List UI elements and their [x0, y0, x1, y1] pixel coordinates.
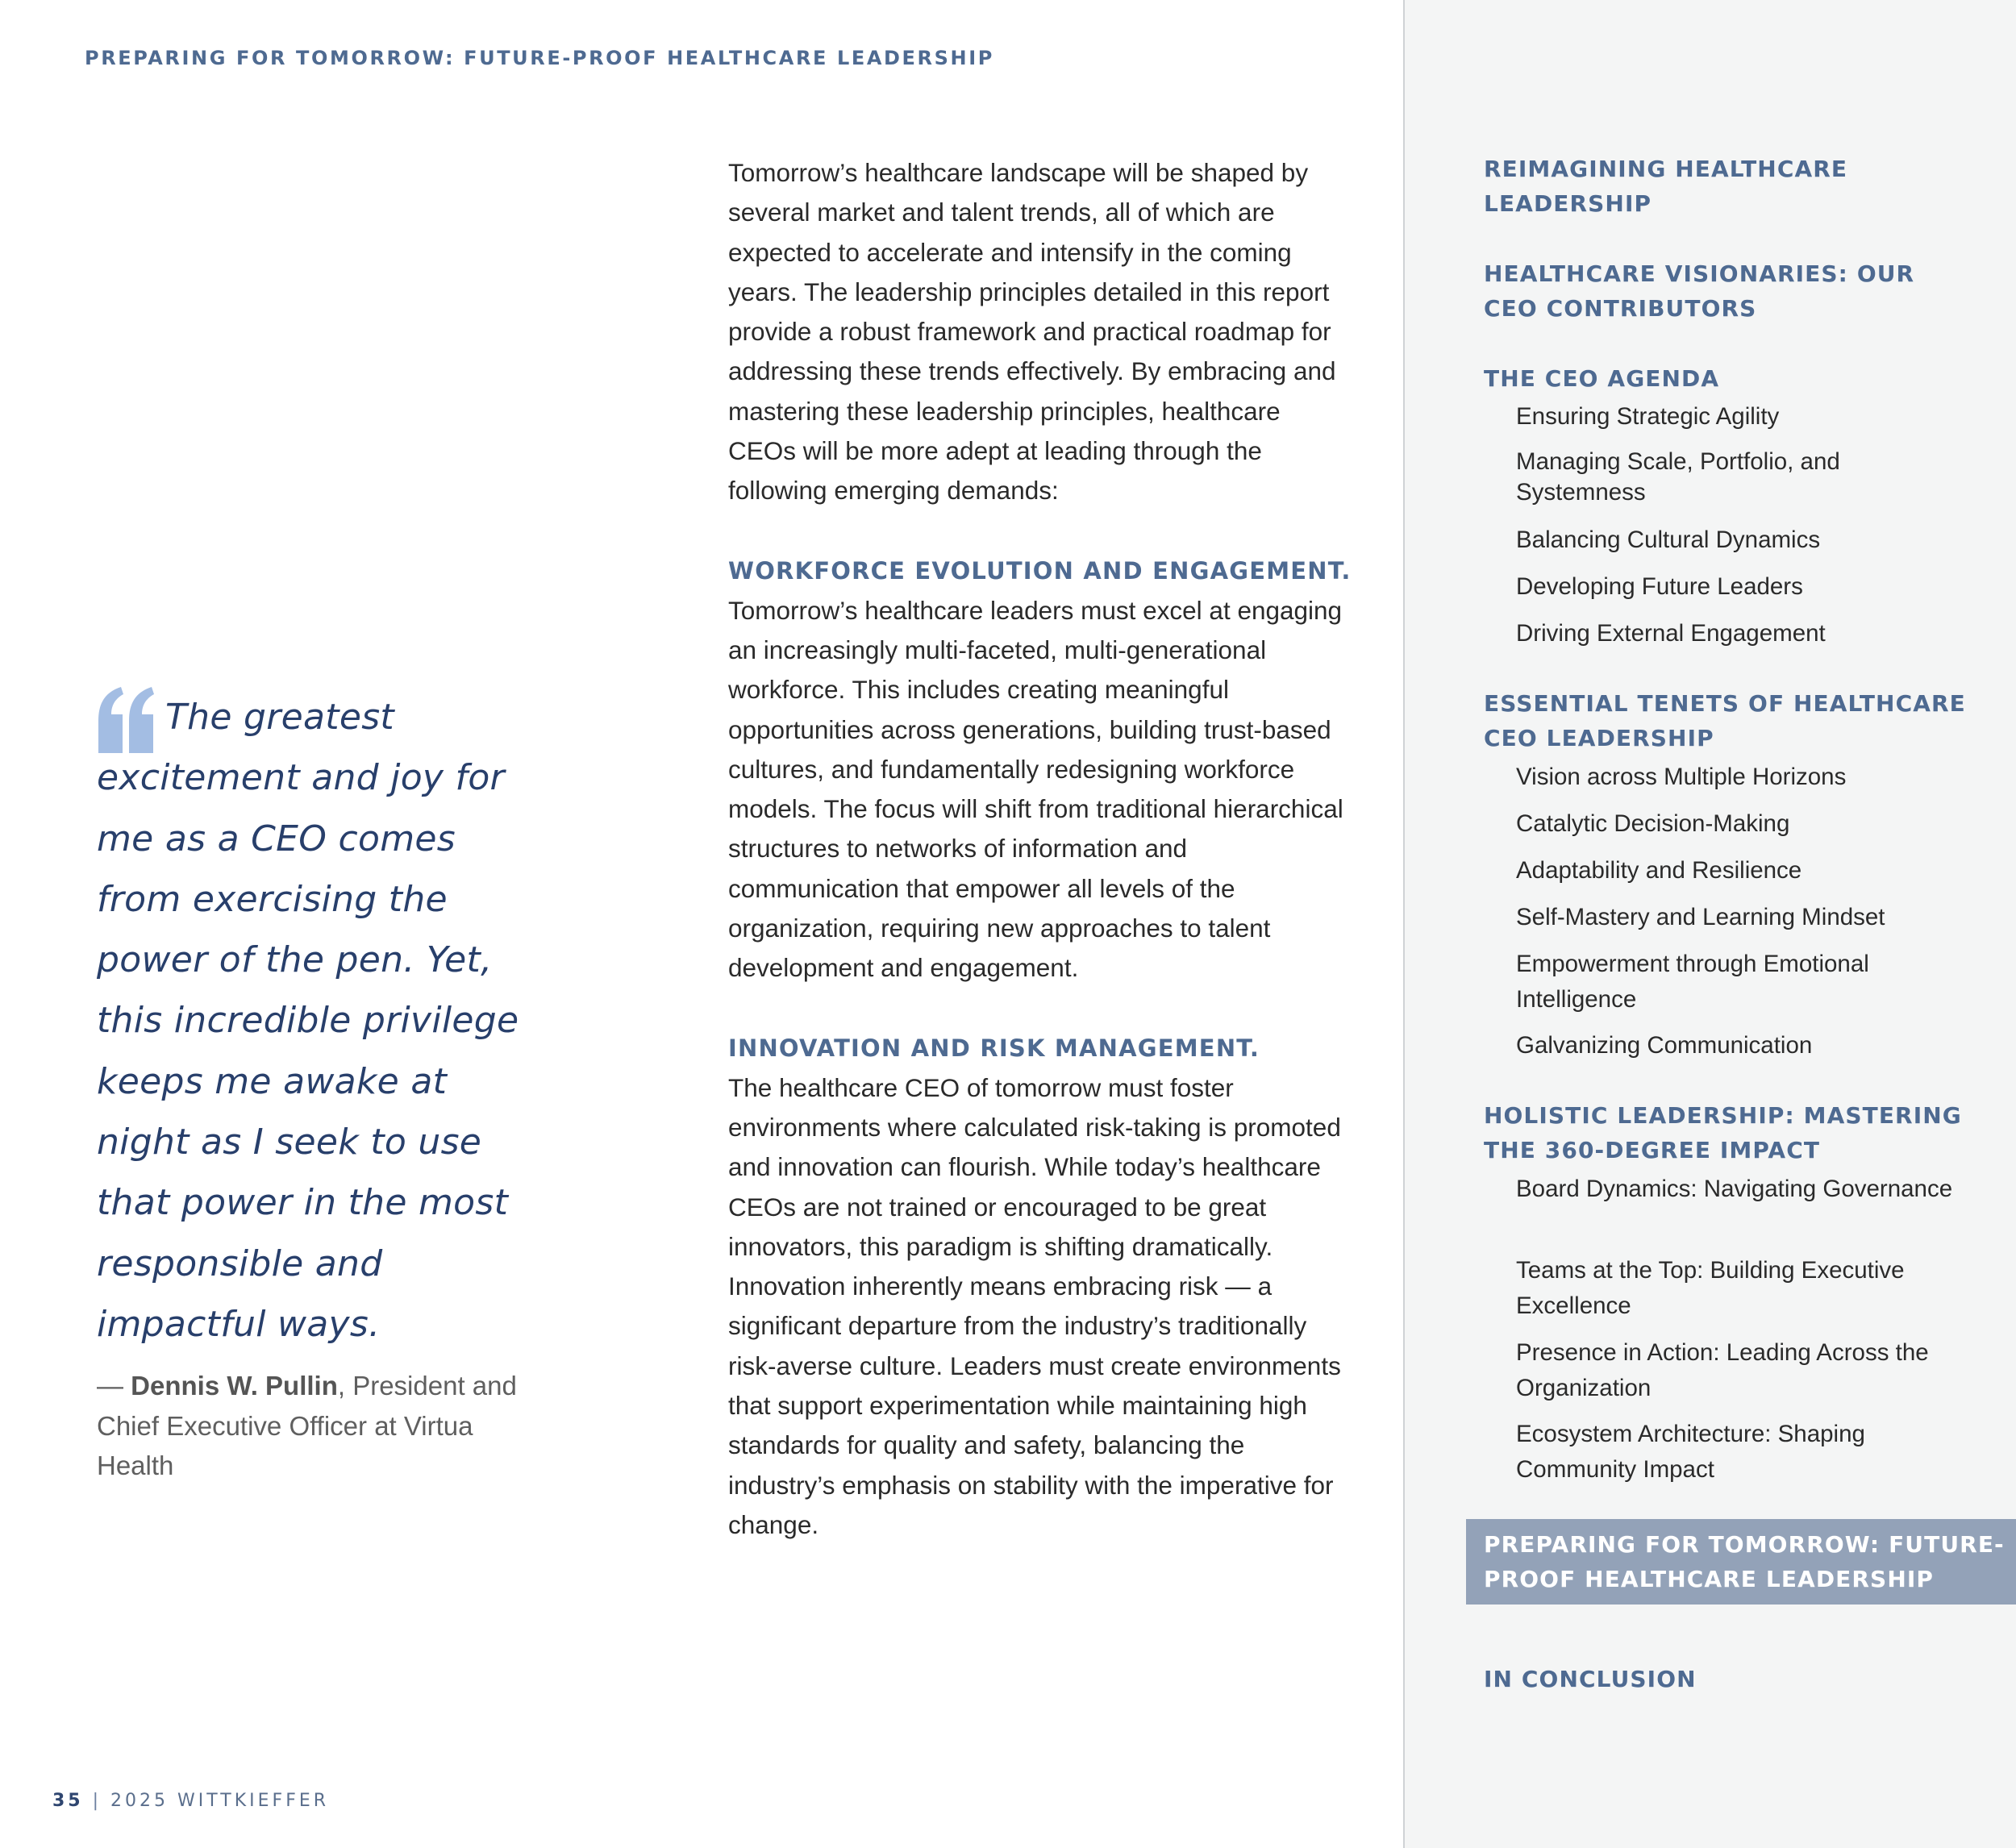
- quote-attribution: [97, 1366, 548, 1486]
- page-number: 35: [52, 1791, 84, 1811]
- section-text-innovation: The healthcare CEO of tomorrow must foster environments where calculated risk-taking is promoted and innovation can flourish. While today’s healthcare CEOs are not trained or encouraged to be great innovators, this paradigm is shifting dramatically. Innovation inherently means embracing risk — a significant departure from the industry’s traditionally risk-averse culture. Leaders must create environments that support experimentation while maintaining high standards for quality and safety, balancing the industry’s emphasis on stability with the imperative for change.: [728, 1072, 1341, 1539]
- toc-item-adaptability[interactable]: Adaptability and Resilience: [1516, 857, 1802, 884]
- quote-mark-icon: [97, 687, 155, 753]
- body-column: [728, 153, 1352, 1545]
- toc-item-strategic-agility[interactable]: Ensuring Strategic Agility: [1516, 403, 1780, 430]
- toc-section-essential-tenets[interactable]: ESSENTIAL TENETS OF HEALTHCARE CEO LEADERSHIP: [1484, 690, 1966, 751]
- toc-section-conclusion[interactable]: IN CONCLUSION: [1484, 1666, 1697, 1692]
- toc-item-external-engagement[interactable]: Driving External Engagement: [1516, 620, 1826, 647]
- toc-sidebar: [1403, 0, 2016, 1848]
- toc-item-scale-portfolio[interactable]: Managing Scale, Portfolio, and Systemness: [1516, 448, 1840, 506]
- toc-section-preparing-active[interactable]: PREPARING FOR TOMORROW: FUTURE-PROOF HEALTHCARE LEADERSHIP: [1466, 1519, 2016, 1605]
- toc-item-communication[interactable]: Galvanizing Communication: [1516, 1032, 1813, 1059]
- toc-item-presence[interactable]: Presence in Action: Leading Across the Organization: [1516, 1339, 1929, 1401]
- toc-section-visionaries[interactable]: HEALTHCARE VISIONARIES: OUR CEO CONTRIBUTORS: [1484, 260, 1915, 322]
- running-header: PREPARING FOR TOMORROW: FUTURE-PROOF HEALTHCARE LEADERSHIP: [85, 47, 994, 69]
- attribution-title: , President and Chief Executive Officer at Virtua Health: [97, 1371, 517, 1481]
- attribution-dash: —: [97, 1371, 131, 1401]
- section-heading-workforce: WORKFORCE EVOLUTION AND ENGAGEMENT.: [728, 556, 1352, 585]
- attribution-name: Dennis W. Pullin: [131, 1371, 338, 1401]
- footer-publisher: 2025 WITTKIEFFER: [110, 1791, 330, 1811]
- toc-item-cultural-dynamics[interactable]: Balancing Cultural Dynamics: [1516, 527, 1821, 553]
- quote-text: The greatest excitement and joy for me as a CEO comes from exercising the power of the pen. Yet, this incredible privilege keeps me awake at night as I seek to use that power in the most responsible and impactful ways.: [97, 697, 519, 1345]
- section-heading-innovation: INNOVATION AND RISK MANAGEMENT.: [728, 1034, 1260, 1062]
- toc-item-vision[interactable]: Vision across Multiple Horizons: [1516, 764, 1847, 790]
- toc-item-board-dynamics[interactable]: Board Dynamics: Navigating Governance: [1516, 1176, 1953, 1202]
- toc-item-teams-at-top[interactable]: Teams at the Top: Building Executive Excellence: [1516, 1257, 1905, 1319]
- toc-item-empowerment[interactable]: Empowerment through Emotional Intelligence: [1516, 951, 1869, 1013]
- pull-quote: [97, 687, 548, 1486]
- intro-paragraph: Tomorrow’s healthcare landscape will be shaped by several market and talent trends, all of which are expected to accelerate and intensify in the coming years. The leadership principles detailed in this report provide a robust framework and practical roadmap for addressing these trends effectively. By embracing and mastering these leadership principles, healthcare CEOs will be more adept at leading through the following emerging demands:: [728, 158, 1336, 506]
- toc-section-holistic[interactable]: HOLISTIC LEADERSHIP: MASTERING THE 360-DEGREE IMPACT: [1484, 1102, 1962, 1163]
- footer-separator: |: [83, 1791, 111, 1811]
- page-footer: [52, 1791, 329, 1811]
- toc-item-self-mastery[interactable]: Self-Mastery and Learning Mindset: [1516, 904, 1885, 930]
- toc-item-future-leaders[interactable]: Developing Future Leaders: [1516, 573, 1803, 600]
- section-text-workforce: Tomorrow’s healthcare leaders must excel at engaging an increasingly multi-faceted, multi-generational workforce. This includes creating meaningful opportunities across generations, building trust-based cultures, and fundamentally redesigning workforce models. The focus will shift from traditional hierarchical structures to networks of information and communication that empower all levels of the organization, requiring new approaches to talent development and engagement.: [728, 595, 1343, 983]
- toc-item-decision-making[interactable]: Catalytic Decision-Making: [1516, 810, 1790, 837]
- toc-item-ecosystem[interactable]: Ecosystem Architecture: Shaping Community Impact: [1516, 1421, 1865, 1483]
- toc-section-reimagining[interactable]: REIMAGINING HEALTHCARE LEADERSHIP: [1484, 156, 1848, 217]
- toc-section-ceo-agenda[interactable]: THE CEO AGENDA: [1484, 365, 1720, 392]
